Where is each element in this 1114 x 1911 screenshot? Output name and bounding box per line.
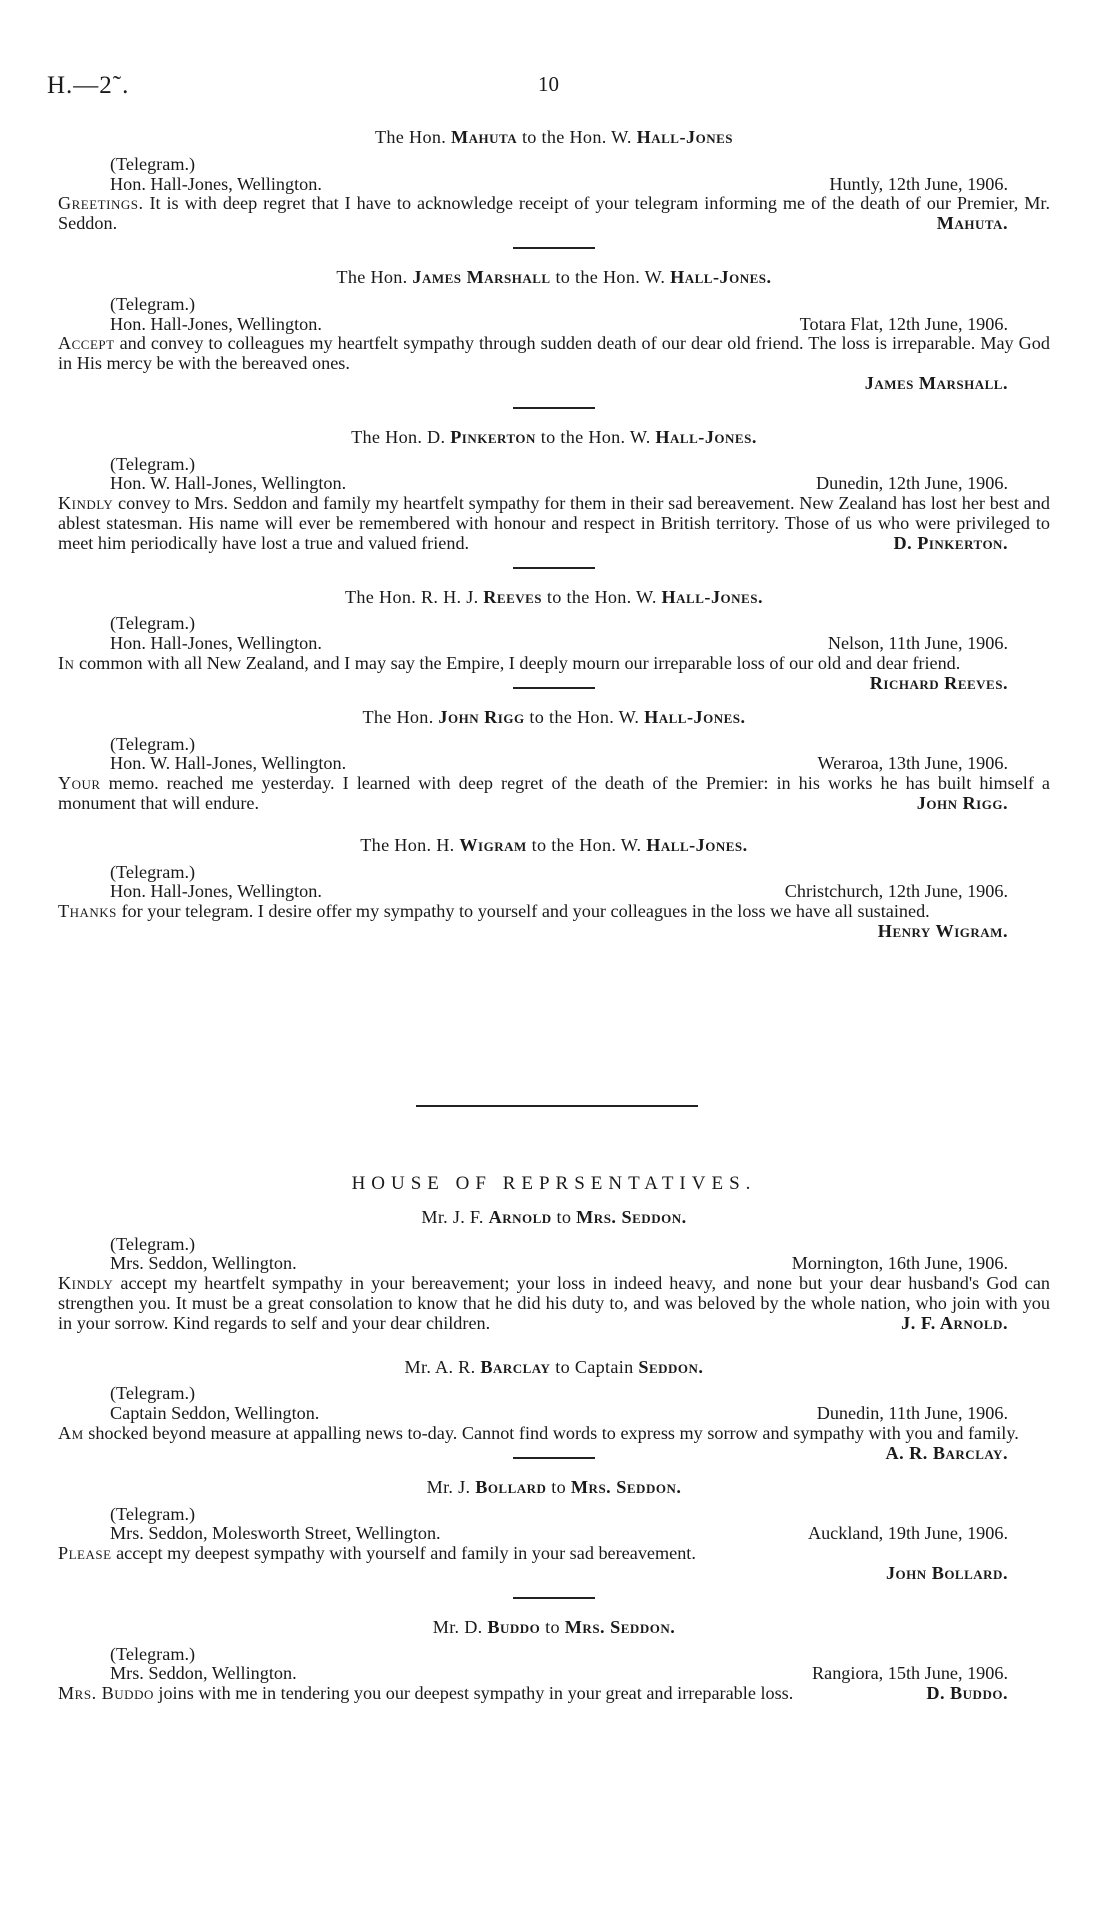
text-span: Kindly <box>58 1273 114 1294</box>
address-line <box>58 175 1050 195</box>
text-span: The Hon. <box>336 266 413 287</box>
telegram-entry <box>58 1356 1050 1463</box>
message-body <box>58 1422 1050 1463</box>
message-body <box>58 194 1050 234</box>
text-span: accept my deepest sympathy with yourself and family in your sad bereavement. <box>111 1543 696 1564</box>
entry-title <box>58 836 1050 856</box>
message-body <box>58 494 1050 553</box>
entry-title <box>58 1358 1050 1378</box>
text-span: In <box>58 652 75 673</box>
text-span: Mr. J. <box>426 1476 476 1497</box>
text-span: Mrs. Seddon. <box>576 1206 687 1227</box>
text-span: Mr. J. F. <box>421 1206 489 1227</box>
signature: John Rigg. <box>916 792 1008 813</box>
telegram-tag: (Telegram.) <box>110 733 196 754</box>
signature: D. Pinkerton. <box>893 532 1008 553</box>
telegram-entry <box>58 1208 1050 1358</box>
divider-rule <box>513 407 595 409</box>
text-span: The Hon. <box>374 127 451 147</box>
text-span: to the Hon. W. <box>517 127 637 147</box>
telegram-tag: (Telegram.) <box>110 1503 196 1524</box>
message-body <box>58 901 1050 941</box>
text-span: to the Hon. W. <box>535 426 656 447</box>
telegram-tag: (Telegram.) <box>110 861 196 882</box>
text-span: to the Hon. W. <box>550 266 671 287</box>
address-line <box>58 1524 1050 1544</box>
text-span: memo. reached me yesterday. I learned with deep regret of the death of the Premier: in his works he has built himself a monument that will endure. <box>58 773 1050 813</box>
address-line <box>58 315 1050 335</box>
text-span: Hall-Jones <box>636 127 734 147</box>
text-span: Bollard <box>475 1476 547 1497</box>
entry-title <box>58 708 1050 728</box>
text-span: Auckland, 19th June, 1906. <box>807 1523 1008 1544</box>
text-span: It is with deep regret that I have to acknowledge receipt of your telegram informing me of the death of our Premier, Mr. Seddon. <box>58 193 1050 234</box>
message-body <box>58 1544 1050 1564</box>
address-line <box>58 634 1050 654</box>
text-span: to the Hon. W. <box>526 834 647 855</box>
telegram-entry <box>58 1478 1050 1599</box>
signature: J. F. Arnold. <box>901 1312 1008 1333</box>
text-span: Accept <box>58 333 115 354</box>
text-span: Mrs. Seddon. <box>570 1476 682 1497</box>
text-span: Please <box>58 1543 112 1564</box>
telegram-block-lower <box>58 1174 1050 1704</box>
telegram-entry <box>58 268 1050 409</box>
telegram-tag: (Telegram.) <box>110 613 196 634</box>
text-span: Mahuta <box>450 127 518 147</box>
signature: D. Buddo. <box>926 1683 1008 1704</box>
telegram-tag: (Telegram.) <box>110 1643 196 1664</box>
telegram-tag: (Telegram.) <box>110 453 196 474</box>
document-reference: H.—2˜. <box>47 72 130 99</box>
text-span: Hon. W. Hall-Jones, Wellington. <box>110 753 347 774</box>
telegram-tag: (Telegram.) <box>110 153 196 174</box>
telegram-block-upper <box>58 128 1050 942</box>
text-span: Arnold <box>488 1206 552 1227</box>
text-span: Buddo <box>487 1616 541 1637</box>
signature: John Bollard. <box>885 1562 1008 1583</box>
telegram-entry <box>58 586 1050 693</box>
entry-title <box>58 428 1050 448</box>
telegram-entry <box>58 1618 1050 1704</box>
text-span: Rangiora, 15th June, 1906. <box>812 1663 1008 1684</box>
text-span: to the Hon. W. <box>524 706 645 727</box>
entry-title <box>58 1478 1050 1498</box>
signature: Mahuta. <box>936 213 1008 234</box>
text-span: Pinkerton <box>450 426 536 447</box>
address-line <box>58 754 1050 774</box>
long-rule <box>416 1105 698 1107</box>
message-body <box>58 334 1050 374</box>
divider-rule <box>513 1597 595 1599</box>
text-span: Mrs. Seddon, Wellington. <box>110 1253 297 1274</box>
signature: Henry Wigram. <box>877 920 1008 941</box>
text-span: to the Hon. W. <box>542 586 662 607</box>
text-span: Totara Flat, 12th June, 1906. <box>799 313 1008 334</box>
telegram-tag: (Telegram.) <box>110 1383 196 1404</box>
text-span: James Marshall <box>412 266 551 287</box>
text-span: Hall-Jones. <box>646 834 748 855</box>
text-span: to <box>551 1206 577 1227</box>
text-span: Hon. Hall-Jones, Wellington. <box>110 881 322 902</box>
text-span: Hon. Hall-Jones, Wellington. <box>110 313 322 334</box>
text-span: to <box>546 1476 571 1497</box>
text-span: Hon. Hall-Jones, Wellington. <box>110 173 322 194</box>
text-span: Hall-Jones. <box>661 586 763 607</box>
text-span: Weraroa, 13th June, 1906. <box>817 753 1008 774</box>
page-number: 10 <box>538 72 559 96</box>
message-body <box>58 774 1050 814</box>
address-line <box>58 1254 1050 1274</box>
message-body <box>58 1274 1050 1333</box>
text-span: Mrs. Seddon, Molesworth Street, Wellington. <box>110 1523 441 1544</box>
signature: James Marshall. <box>864 372 1008 393</box>
text-span: Hon. Hall-Jones, Wellington. <box>110 633 322 654</box>
entry-title <box>58 1618 1050 1638</box>
text-span: convey to Mrs. Seddon and family my heartfelt sympathy for them in their sad bereavement. New Zealand has lost her best and ablest statesman. His name will ever be remembered with honour and respect in British territory. Those of us who were privileged to meet him periodically have lost a true and valued friend. <box>58 493 1050 553</box>
telegram-entry <box>58 834 1050 941</box>
entry-title <box>58 1208 1050 1228</box>
text-span: Christchurch, 12th June, 1906. <box>784 881 1008 902</box>
text-span: Thanks <box>58 901 117 922</box>
address-line <box>58 882 1050 902</box>
text-span: accept my heartfelt sympathy in your bereavement; your loss in indeed heavy, and none but your dear husband's God can strengthen you. It must be a great consolation to know that he did his duty to, and was beloved by the whole nation, who join with you in your sorrow. Kind regards to self and your dear children. <box>58 1273 1050 1333</box>
text-span: Hall-Jones. <box>670 266 772 287</box>
text-span: Mrs. Seddon. <box>564 1616 676 1637</box>
text-span: Mrs. Buddo <box>58 1683 154 1704</box>
address-line <box>58 1404 1050 1424</box>
telegram-tag: (Telegram.) <box>110 1233 196 1254</box>
text-span: Am <box>58 1422 84 1443</box>
divider-rule <box>513 687 595 689</box>
text-span: Hall-Jones. <box>644 706 746 727</box>
text-span: Dunedin, 11th June, 1906. <box>816 1403 1008 1424</box>
text-span: Mr. D. <box>432 1616 488 1637</box>
text-span: Mr. A. R. <box>404 1356 481 1377</box>
text-span: Reeves <box>483 586 543 607</box>
message-body <box>58 1684 1050 1704</box>
text-span: Hall-Jones. <box>655 426 757 447</box>
entry-title <box>58 268 1050 288</box>
text-span: Huntly, 12th June, 1906. <box>829 173 1008 194</box>
text-span: to <box>540 1616 565 1637</box>
text-span: Mrs. Seddon, Wellington. <box>110 1663 297 1684</box>
text-span: John Rigg <box>438 706 525 727</box>
signature: Richard Reeves. <box>869 672 1008 693</box>
telegram-entry <box>58 128 1050 249</box>
address-line <box>58 474 1050 494</box>
divider-rule <box>513 247 595 249</box>
text-span: The Hon. D. <box>351 426 451 447</box>
telegram-entry <box>58 428 1050 569</box>
divider-rule <box>513 1457 595 1459</box>
text-span: Barclay <box>480 1356 551 1377</box>
text-span: Your <box>58 773 101 794</box>
text-span: common with all New Zealand, and I may say the Empire, I deeply mourn our irreparable loss of our old and dear friend. <box>74 652 961 673</box>
text-span: Kindly <box>58 493 114 514</box>
section-heading: HOUSE OF REPRSENTATIVES. <box>351 1173 757 1194</box>
divider-rule <box>513 567 595 569</box>
text-span: Captain Seddon, Wellington. <box>110 1403 320 1424</box>
text-span: Dunedin, 12th June, 1906. <box>816 473 1008 494</box>
text-span: The Hon. <box>362 706 439 727</box>
signature: A. R. Barclay. <box>885 1442 1008 1463</box>
text-span: to Captain <box>550 1356 639 1377</box>
telegram-entry <box>58 708 1050 836</box>
text-span: The Hon. R. H. J. <box>345 586 484 607</box>
text-span: Greetings. <box>58 193 144 214</box>
entry-title <box>58 588 1050 608</box>
text-span: for your telegram. I desire offer my sympathy to yourself and your colleagues in the loss we have all sustained. <box>116 901 930 922</box>
entry-title <box>58 128 1050 148</box>
section-separator <box>0 1105 1114 1107</box>
text-span: Seddon. <box>638 1356 704 1377</box>
message-body <box>58 652 1050 693</box>
text-span: Nelson, 11th June, 1906. <box>827 633 1008 654</box>
text-span: joins with me in tendering you our deepest sympathy in your great and irreparable loss. <box>153 1683 794 1704</box>
address-line <box>58 1664 1050 1684</box>
telegram-tag: (Telegram.) <box>110 293 196 314</box>
text-span: The Hon. H. <box>360 834 460 855</box>
text-span: Hon. W. Hall-Jones, Wellington. <box>110 473 347 494</box>
text-span: and convey to colleagues my heartfelt sympathy through sudden death of our dear old friend. The loss is irreparable. May God in His mercy be with the bereaved ones. <box>58 333 1050 374</box>
text-span: shocked beyond measure at appalling news to-day. Cannot find words to express my sorrow and sympathy with you and family. <box>83 1422 1019 1443</box>
text-span: Mornington, 16th June, 1906. <box>791 1253 1008 1274</box>
text-span: Wigram <box>459 834 527 855</box>
